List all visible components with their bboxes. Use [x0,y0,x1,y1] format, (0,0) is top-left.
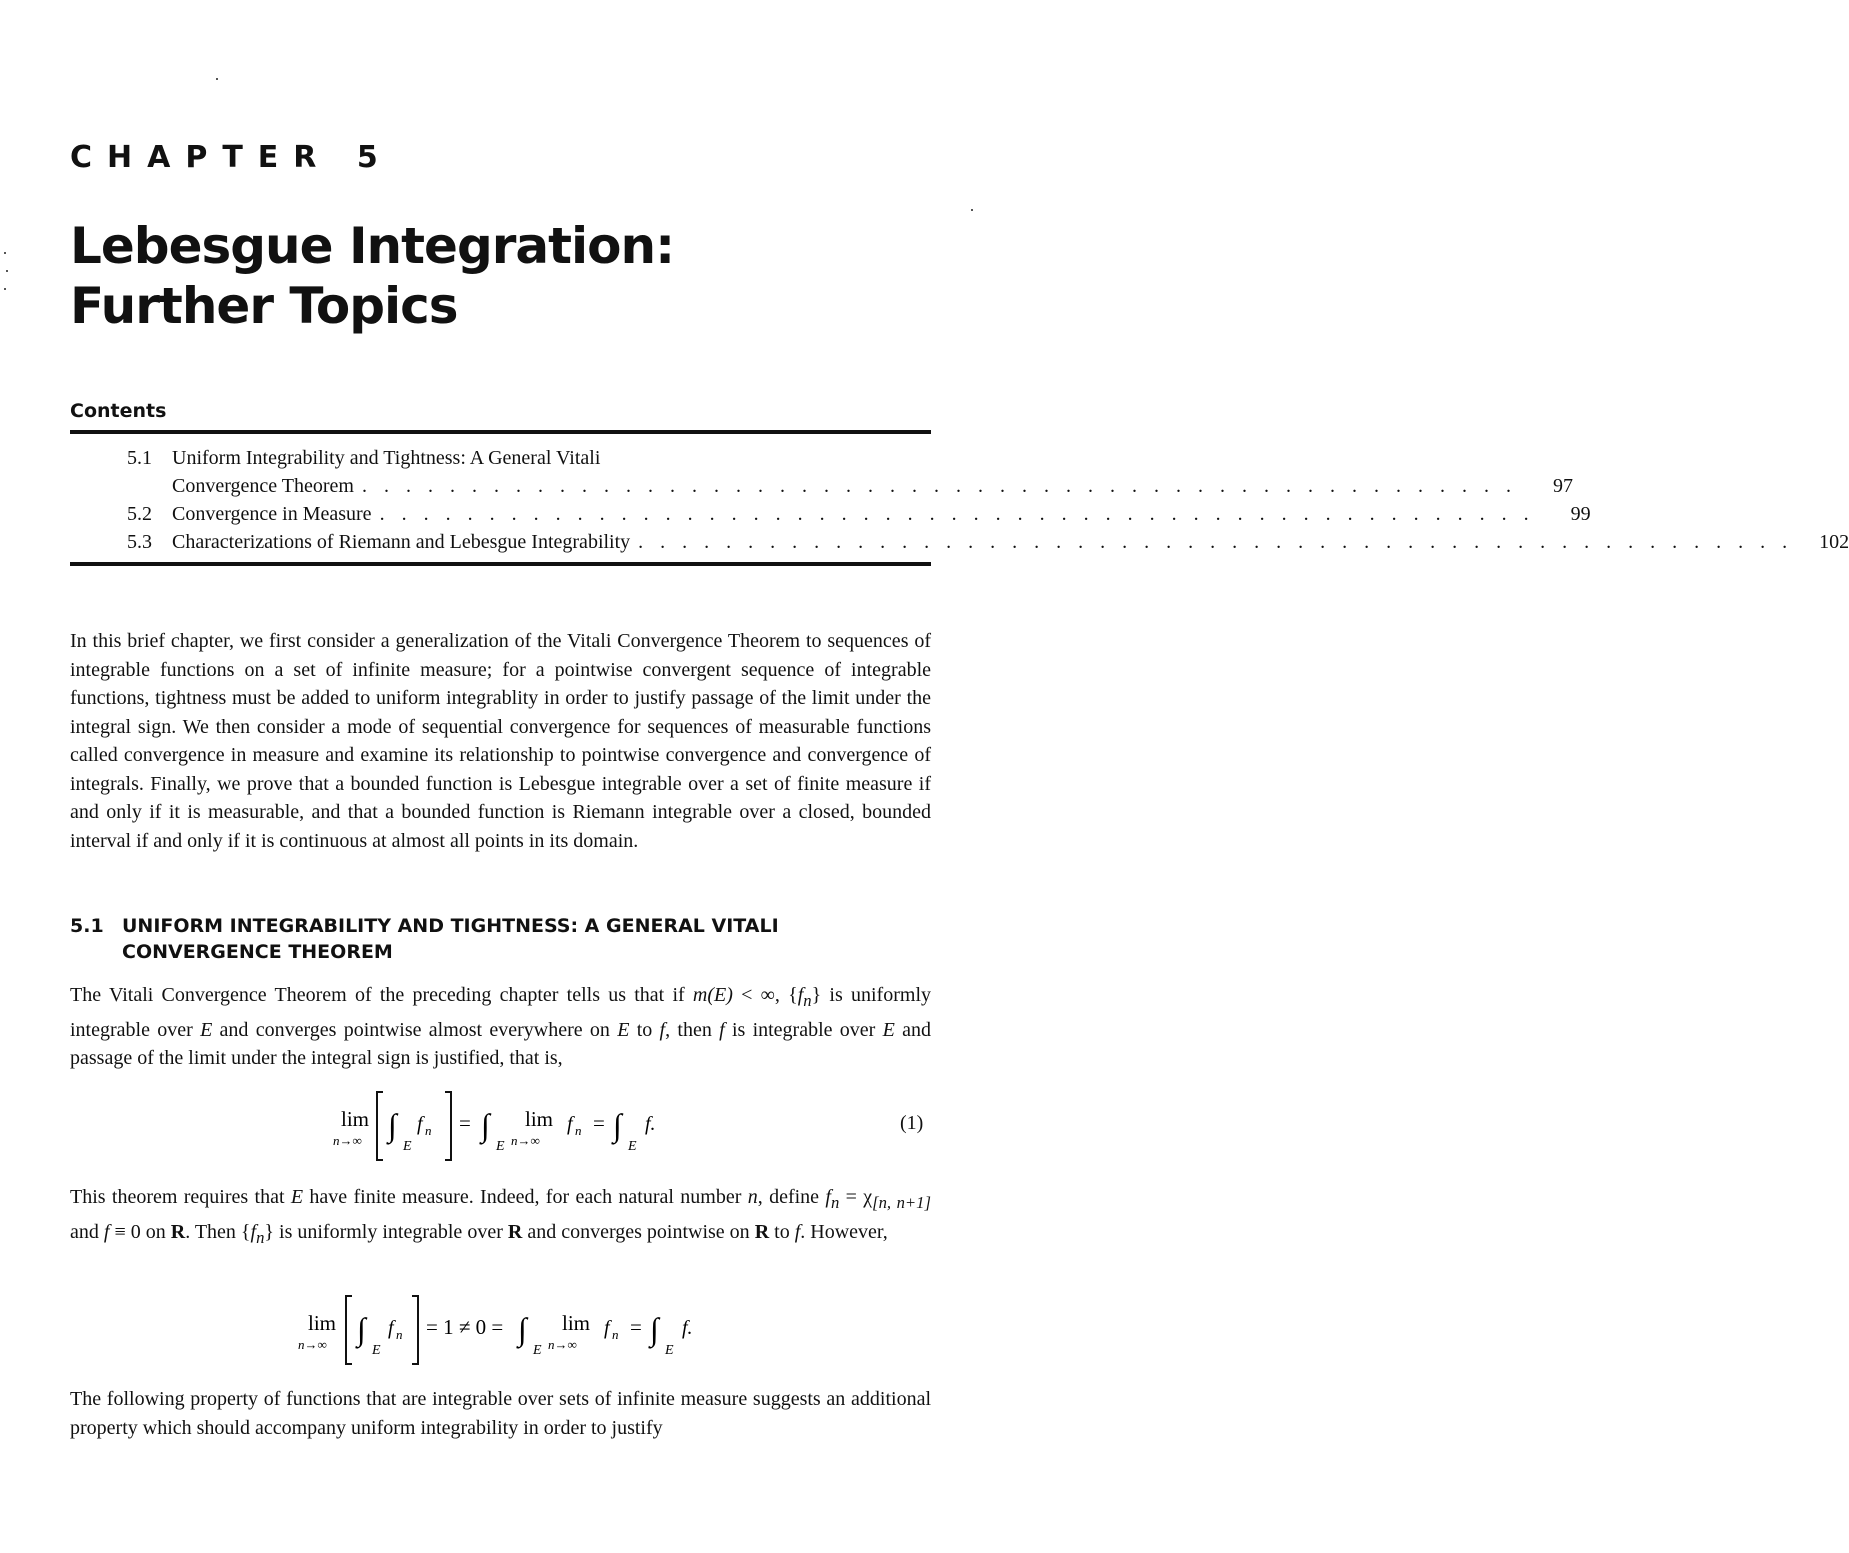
toc-entry-5-2[interactable] [70,500,1591,528]
svg-text:E: E [372,1343,381,1358]
toc-entry-page: 99 [1570,503,1591,525]
svg-text:n: n [396,1327,403,1342]
chapter-title [70,216,674,336]
svg-text:n: n [425,1123,432,1138]
toc-entry-title: Convergence Theorem [172,475,354,497]
svg-text:=: = [593,1111,605,1135]
eq2-lim: lim [308,1311,337,1335]
section-heading [70,913,779,965]
svg-text:lim: lim [562,1311,591,1335]
eq1-lim-sub: n→∞ [333,1133,362,1148]
svg-text:f.: f. [682,1317,693,1339]
scan-mark [4,288,6,290]
svg-text:f: f [604,1317,610,1339]
svg-text:E: E [628,1139,637,1154]
eq2-lim-sub: n→∞ [298,1337,327,1352]
toc-entry-5-1-continued[interactable] [70,472,1573,500]
svg-text:f.: f. [645,1113,656,1135]
svg-text:lim: lim [525,1107,554,1131]
toc-entry-title: Uniform Integrability and Tightness: A General Vitali [172,447,601,469]
svg-text:∫: ∫ [481,1107,490,1143]
scan-mark [971,209,973,211]
paragraph-vitali: The Vitali Convergence Theorem of the preceding chapter tells us that if m(E) < ∞, $\{f_n\}$ is uniformly integrable over E and converges pointwise almost everywhere on E to f, then f is integrable over E and passage of the limit under the integral sign is justified, that is, [70,984,931,1069]
svg-text:f: f [417,1113,423,1135]
chapter-title-line1: Lebesgue Integration: [70,217,675,275]
scan-mark [4,252,6,254]
eq2-middle: = 1 ≠ 0 = [426,1315,504,1339]
svg-text:n: n [575,1123,582,1138]
toc-entry-page: 97 [1552,475,1573,497]
svg-text:∫: ∫ [388,1107,397,1143]
equation-2-svg [292,1288,722,1372]
eq1-lim: lim [341,1107,370,1131]
toc-entry-page: 102 [1819,531,1849,553]
svg-text:E: E [403,1139,412,1154]
equation-1 [325,1084,685,1174]
svg-text:f: f [567,1113,573,1135]
svg-text:∫: ∫ [650,1311,659,1347]
toc-leader-dots: . . . . . . . . . . . . . . . . . . . . . . . . . . . . . . . . . . . . . . . . . . . . . . . . . . . . . [379,503,1535,525]
toc-leader-dots: . . . . . . . . . . . . . . . . . . . . . . . . . . . . . . . . . . . . . . . . . . . . . . . . . . . . . [361,475,1517,497]
equation-1-svg [325,1084,685,1168]
svg-text:∫: ∫ [357,1311,366,1347]
toc-leader-dots: . . . . . . . . . . . . . . . . . . . . . . . . . . . . . . . . . . . . . . . . . . . . . . . . . . . . . [638,531,1794,553]
paragraph-following: The following property of functions that are integrable over sets of infinite measure suggests an additional property which should accompany uniform integrability in order to justify [70,1388,931,1439]
svg-text:E: E [533,1343,542,1358]
toc-entry-5-1[interactable] [70,444,931,472]
toc-entry-title: Convergence in Measure [172,503,372,525]
toc-entry-5-3[interactable] [70,528,1849,556]
table-of-contents [70,430,1849,566]
toc-entry-title: Characterizations of Riemann and Lebesgue Integrability [172,531,631,553]
svg-text:f: f [388,1317,394,1339]
equation-number: (1) [900,1112,924,1134]
chapter-label: CHAPTER 5 [70,140,393,175]
svg-text:E: E [665,1343,674,1358]
svg-text:=: = [630,1315,642,1339]
svg-text:n: n [612,1327,619,1342]
toc-entry-number: 5.3 [127,531,152,553]
section-number: 5.1 [70,915,104,937]
toc-entry-number: 5.2 [127,503,152,525]
svg-text:n→∞: n→∞ [511,1133,540,1148]
contents-heading: Contents [70,400,167,422]
paragraph-counterexample: This theorem requires that E have finite measure. Indeed, for each natural number n, define $f_n = \chi_{[n, n+1]}$ and f ≡ 0 on R. Then $\{f_n\}$ is uniformly integrable over R and converges pointwise on R to f. However, [70,1186,931,1247]
svg-text:=: = [459,1111,471,1135]
toc-entry-number: 5.1 [127,447,152,469]
scan-mark [216,78,218,80]
svg-text:E: E [496,1139,505,1154]
svg-text:n→∞: n→∞ [548,1337,577,1352]
svg-text:∫: ∫ [613,1107,622,1143]
svg-text:∫: ∫ [518,1311,527,1347]
section-title-line2: CONVERGENCE THEOREM [122,941,393,963]
intro-paragraph: In this brief chapter, we first consider a generalization of the Vitali Convergence Theorem to sequences of integrable functions on a set of infinite measure; for a pointwise convergent sequence of integrable functions, tightness must be added to uniform integrablity in order to justify passage of the limit under the integral sign. We then consider a mode of sequential convergence for sequences of measurable functions called convergence in measure and examine its relationship to pointwise convergence and convergence of integrals. Finally, we prove that a bounded function is Lebesgue integrable over a set of finite measure if and only if it is measurable, and that a bounded function is Riemann integrable over a closed, bounded interval if and only if it is continuous at almost all points in its domain. [70,630,931,852]
chapter-title-line2: Further Topics [70,277,458,335]
scan-mark [6,270,8,272]
equation-2 [292,1288,722,1378]
section-title-line1: UNIFORM INTEGRABILITY AND TIGHTNESS: A GENERAL VITALI [122,915,779,937]
